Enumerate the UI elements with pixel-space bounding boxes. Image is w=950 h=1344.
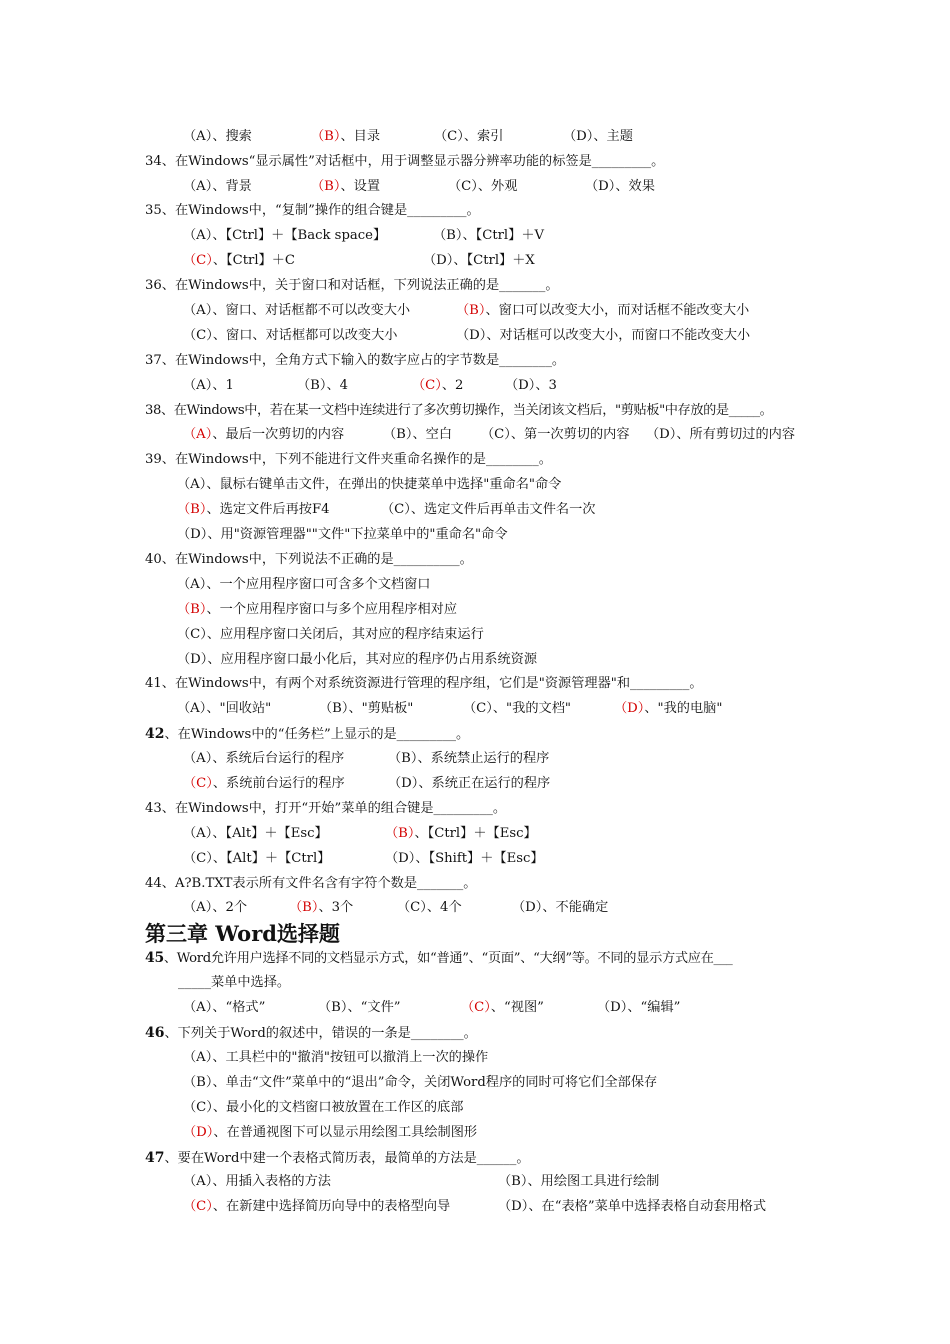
- option-b-answer: （B）、窗口可以改变大小，而对话框不能改变大小: [456, 303, 750, 318]
- option-a-answer: （A）、最后一次剪切的内容: [183, 427, 345, 442]
- question-36-options-row1: [0, 300, 750, 322]
- question-43-options-row1: [0, 823, 537, 845]
- question-34-options: [0, 176, 655, 198]
- question-44-options: [0, 897, 609, 919]
- question-47-stem: 47、要在Word中建一个表格式简历表，最简单的方法是______。: [145, 1150, 530, 1166]
- option-c-answer: （C）、系统前台运行的程序: [183, 776, 345, 791]
- question-46-option-c: （C）、最小化的文档窗口被放置在工作区的底部: [183, 1100, 464, 1115]
- question-46-stem: 46、下列关于Word的叙述中，错误的一条是________。: [145, 1025, 477, 1041]
- option-b: （B）、【Ctrl】＋V: [433, 228, 545, 243]
- option-c: （C）、选定文件后再单击文件名一次: [381, 502, 596, 517]
- option-c: （C）、索引: [434, 129, 504, 144]
- question-40-option-d: （D）、应用程序窗口最小化后，其对应的程序仍占用系统资源: [177, 652, 538, 667]
- option-d: （D）、主题: [563, 129, 633, 144]
- question-34-stem: 34、在Windows“显示属性”对话框中，用于调整显示器分辨率功能的标签是_________。: [145, 154, 665, 169]
- option-b-answer: （B）、设置: [311, 179, 381, 194]
- option-c-answer: （C）、2: [412, 378, 464, 393]
- option-c: （C）、"我的文档": [463, 701, 571, 716]
- option-c: （C）、第一次剪切的内容: [481, 427, 630, 442]
- option-b: （B）、用绘图工具进行绘制: [498, 1174, 660, 1189]
- option-a: （A）、系统后台运行的程序: [183, 751, 345, 766]
- option-c: （C）、外观: [448, 179, 518, 194]
- option-a: （A）、用插入表格的方法: [183, 1174, 331, 1189]
- question-39-option-d: （D）、用"资源管理器""文件"下拉菜单中的"重命名"命令: [177, 527, 508, 542]
- question-45-stem-cont: _____菜单中选择。: [178, 975, 291, 990]
- option-d: （D）、系统正在运行的程序: [388, 776, 551, 791]
- question-46-option-a: （A）、工具栏中的"撤消"按钮可以撤消上一次的操作: [183, 1050, 489, 1065]
- option-d: （D）、所有剪切过的内容: [646, 427, 796, 442]
- question-47-options-row1: [0, 1171, 660, 1193]
- question-39-option-a: （A）、鼠标右键单击文件，在弹出的快捷菜单中选择"重命名"命令: [177, 477, 562, 492]
- option-d: （D）、效果: [585, 179, 655, 194]
- chapter-heading: 第三章 Word选择题: [145, 921, 340, 946]
- question-47-options-row2: [0, 1196, 767, 1218]
- option-a: （A）、搜索: [183, 129, 252, 144]
- option-d: （D）、“编辑”: [597, 1000, 681, 1015]
- question-35-options-row1: [0, 225, 545, 247]
- option-c-answer: （C）、【Ctrl】＋C: [183, 253, 296, 268]
- option-b-answer: （B）、目录: [311, 129, 381, 144]
- option-a: （A）、窗口、对话框都不可以改变大小: [183, 303, 411, 318]
- question-40-option-a: （A）、一个应用程序窗口可含多个文档窗口: [177, 577, 431, 592]
- option-d: （D）、在“表格”菜单中选择表格自动套用格式: [498, 1199, 767, 1214]
- option-d: （D）、不能确定: [512, 900, 609, 915]
- question-46-option-b: （B）、单击“文件”菜单中的“退出”命令，关闭Word程序的同时可将它们全部保存: [183, 1075, 658, 1090]
- question-40-option-c: （C）、应用程序窗口关闭后，其对应的程序结束运行: [177, 627, 484, 642]
- question-35-stem: 35、在Windows中，“复制”操作的组合键是_________。: [145, 203, 480, 218]
- question-41-stem: 41、在Windows中，有两个对系统资源进行管理的程序组，它们是"资源管理器"和_________。: [145, 676, 703, 691]
- option-d: （D）、3: [505, 378, 557, 393]
- option-b: （B）、空白: [383, 427, 453, 442]
- option-c: （C）、4个: [397, 900, 462, 915]
- question-45-options: [0, 997, 681, 1019]
- option-d: （D）、对话框可以改变大小，而窗口不能改变大小: [456, 328, 751, 343]
- option-a: （A）、"回收站": [177, 701, 272, 716]
- question-43-options-row2: [0, 848, 544, 870]
- question-38-options: [0, 424, 796, 446]
- option-a: （A）、【Ctrl】＋【Back space】: [183, 228, 387, 243]
- question-36-stem: 36、在Windows中，关于窗口和对话框，下列说法正确的是_______。: [145, 278, 559, 293]
- option-b-answer: （B）、【Ctrl】＋【Esc】: [385, 826, 537, 841]
- option-a: （A）、2个: [183, 900, 248, 915]
- question-40-option-b-answer: （B）、一个应用程序窗口与多个应用程序相对应: [177, 602, 458, 617]
- question-39-options-row2: [0, 499, 596, 521]
- question-44-stem: 44、A?B.TXT表示所有文件名含有字符个数是_______。: [145, 876, 477, 891]
- question-33-options: [0, 126, 633, 148]
- option-a: （A）、背景: [183, 179, 252, 194]
- question-46-option-d-answer: （D）、在普通视图下可以显示用绘图工具绘制图形: [183, 1125, 478, 1140]
- option-b: （B）、“文件”: [318, 1000, 401, 1015]
- option-b: （B）、4: [297, 378, 349, 393]
- option-d: （D）、【Ctrl】＋X: [423, 253, 535, 268]
- option-a: （A）、“格式”: [183, 1000, 266, 1015]
- question-42-stem: 42、在Windows中的“任务栏”上显示的是_________。: [145, 726, 470, 742]
- question-41-options: [0, 698, 723, 720]
- question-42-options-row2: [0, 773, 551, 795]
- option-c-answer: （C）、“视图”: [461, 1000, 544, 1015]
- option-b-answer: （B）、选定文件后再按F4: [177, 502, 330, 517]
- option-b: （B）、"剪贴板": [319, 701, 414, 716]
- question-40-stem: 40、在Windows中，下列说法不正确的是__________。: [145, 552, 473, 567]
- option-d: （D）、【Shift】＋【Esc】: [385, 851, 544, 866]
- option-a: （A）、1: [183, 378, 234, 393]
- option-d-answer: （D）、"我的电脑": [614, 701, 723, 716]
- option-b-answer: （B）、3个: [289, 900, 354, 915]
- option-c: （C）、窗口、对话框都可以改变大小: [183, 328, 398, 343]
- question-39-stem: 39、在Windows中，下列不能进行文件夹重命名操作的是________。: [145, 452, 552, 467]
- option-b: （B）、系统禁止运行的程序: [388, 751, 550, 766]
- option-c: （C）、【Alt】＋【Ctrl】: [183, 851, 331, 866]
- question-45-stem: 45、Word允许用户选择不同的文档显示方式，如“普通”、“页面”、“大纲”等。不同的显示方式应在___: [145, 950, 733, 966]
- option-c-answer: （C）、在新建中选择简历向导中的表格型向导: [183, 1199, 451, 1214]
- question-38-stem: 38、在Windows中，若在某一文档中连续进行了多次剪切操作，当关闭该文档后，"剪贴板"中存放的是_____。: [145, 403, 773, 418]
- question-37-options: [0, 375, 557, 397]
- question-42-options-row1: [0, 748, 550, 770]
- option-a: （A）、【Alt】＋【Esc】: [183, 826, 328, 841]
- question-37-stem: 37、在Windows中，全角方式下输入的数字应占的字节数是________。: [145, 353, 566, 368]
- question-43-stem: 43、在Windows中，打开“开始”菜单的组合键是_________。: [145, 801, 507, 816]
- question-36-options-row2: [0, 325, 751, 347]
- question-35-options-row2: [0, 250, 535, 272]
